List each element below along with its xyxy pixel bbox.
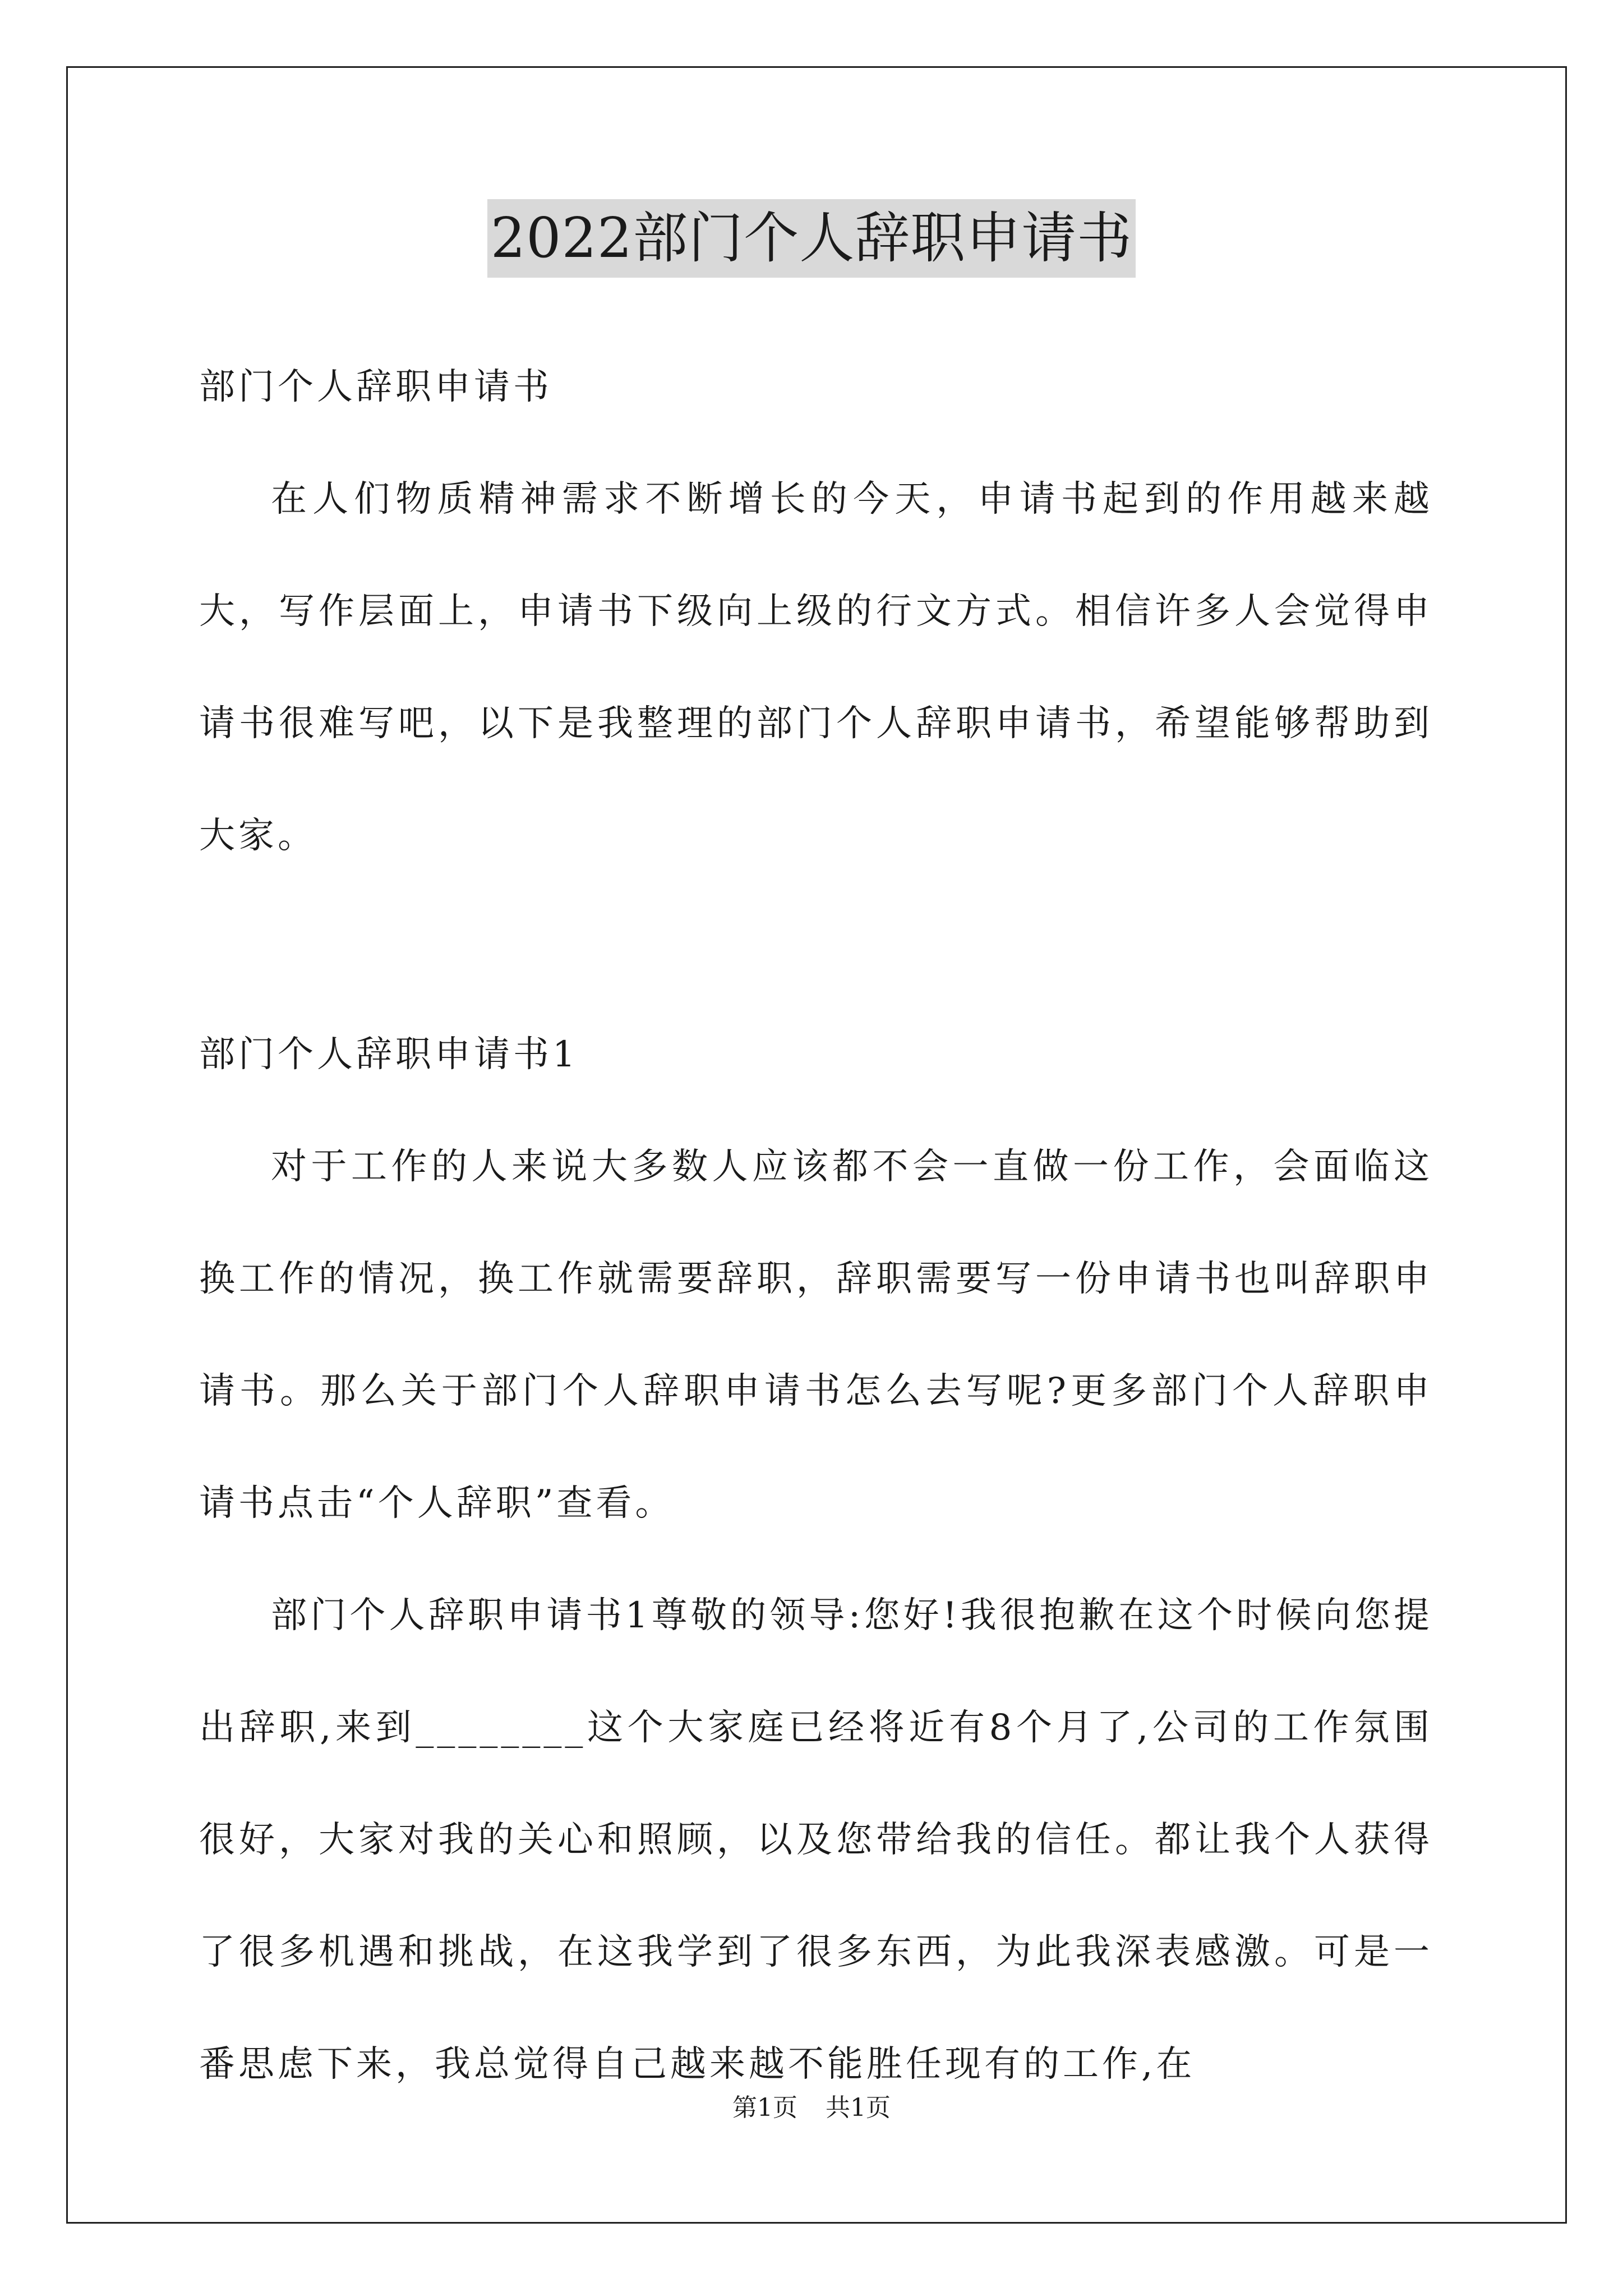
section-paragraph-1: 对于工作的人来说大多数人应该都不会一直做一份工作，会面临这换工作的情况，换工作就需要辞职，辞职需要写一份申请书也叫辞职申请书。那么关于部门个人辞职申请书怎么去写呢?更多部门个人辞职申请书点击“个人辞职”查看。 <box>199 1146 1433 1524</box>
document-body <box>199 331 1433 2120</box>
section-heading: 部门个人辞职申请书1 <box>199 1034 579 1075</box>
page-total: 共1页 <box>826 2093 891 2122</box>
document-title: 2022部门个人辞职申请书 <box>487 199 1136 278</box>
title-container <box>0 199 1623 278</box>
section-paragraph-2: 部门个人辞职申请书1尊敬的领导:您好!我很抱歉在这个时候向您提出辞职,来到________这个大家庭已经将近有8个月了,公司的工作氛围很好，大家对我的关心和照顾，以及您带给我的信任。都让我个人获得了很多机遇和挑战，在这我学到了很多东西，为此我深表感激。可是一番思虑下来，我总觉得自己越来越不能胜任现有的工作,在 <box>199 1595 1433 2085</box>
subtitle: 部门个人辞职申请书 <box>199 366 552 408</box>
section-spacer <box>199 892 1433 999</box>
page-number: 第1页 <box>732 2093 797 2122</box>
page-footer <box>0 2091 1623 2125</box>
intro-paragraph: 在人们物质精神需求不断增长的今天，申请书起到的作用越来越大，写作层面上，申请书下级向上级的行文方式。相信许多人会觉得申请书很难写吧，以下是我整理的部门个人辞职申请书，希望能够帮助到大家。 <box>199 478 1433 857</box>
